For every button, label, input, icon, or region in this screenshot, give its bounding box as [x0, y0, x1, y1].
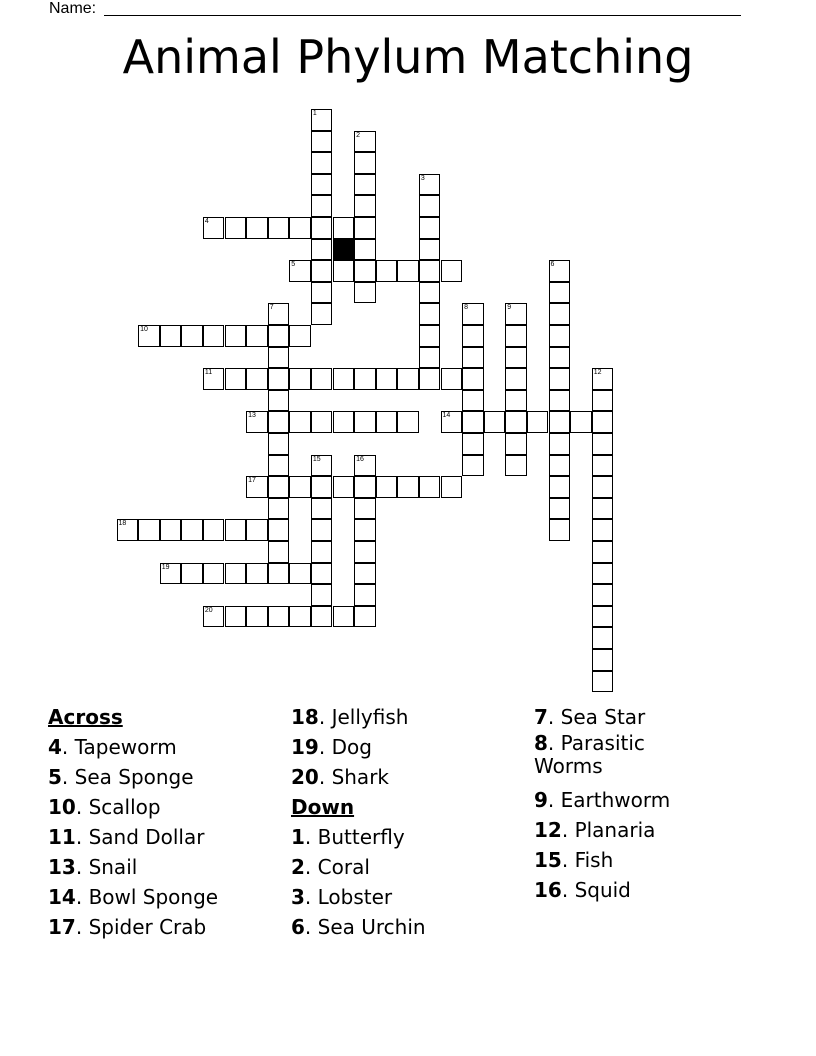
grid-cell[interactable] [333, 411, 355, 433]
grid-cell[interactable] [268, 541, 290, 563]
grid-cell[interactable] [592, 541, 614, 563]
grid-cell[interactable] [462, 303, 484, 325]
grid-cell[interactable] [311, 584, 333, 606]
grid-cell[interactable] [376, 368, 398, 390]
clue-number: 3 [420, 174, 425, 182]
grid-cell[interactable] [419, 368, 441, 390]
grid-cell[interactable] [354, 195, 376, 217]
down-clue: 9. Earthworm [534, 788, 671, 812]
grid-cell[interactable] [376, 476, 398, 498]
grid-cell[interactable] [203, 217, 225, 239]
name-label: Name: [49, 0, 97, 17]
grid-cell[interactable] [268, 433, 290, 455]
grid-cell[interactable] [397, 476, 419, 498]
clue-column-3 [534, 702, 704, 905]
clue-number: 16 [356, 455, 364, 463]
across-clue: 19. Dog [291, 735, 372, 759]
grid-cell[interactable] [268, 390, 290, 412]
grid-cell[interactable] [311, 606, 333, 628]
grid-cell[interactable] [333, 476, 355, 498]
grid-cell[interactable] [354, 519, 376, 541]
grid-cell[interactable] [592, 649, 614, 671]
grid-cell[interactable] [311, 109, 333, 131]
down-clue: 12. Planaria [534, 818, 656, 842]
across-clue: 4. Tapeworm [48, 735, 177, 759]
grid-cell[interactable] [441, 411, 463, 433]
down-clue: 15. Fish [534, 848, 614, 872]
grid-cell[interactable] [311, 195, 333, 217]
grid-cell[interactable] [462, 433, 484, 455]
across-clue: 18. Jellyfish [291, 705, 409, 729]
grid-cell[interactable] [246, 325, 268, 347]
grid-cell[interactable] [354, 131, 376, 153]
grid-cell[interactable] [419, 325, 441, 347]
grid-cell[interactable] [268, 325, 290, 347]
grid-cell[interactable] [549, 282, 571, 304]
grid-cell[interactable] [354, 260, 376, 282]
grid-cell[interactable] [160, 325, 182, 347]
grid-cell[interactable] [549, 519, 571, 541]
grid-cell[interactable] [462, 411, 484, 433]
grid-cell[interactable] [225, 368, 247, 390]
clue-number: 15 [312, 455, 321, 463]
grid-cell[interactable] [268, 455, 290, 477]
down-clue: 2. Coral [291, 855, 370, 879]
clue-number: 1 [312, 110, 317, 117]
grid-cell[interactable] [246, 476, 268, 498]
grid-cell[interactable] [160, 519, 182, 541]
grid-cell[interactable] [354, 584, 376, 606]
grid-cell[interactable] [397, 260, 419, 282]
grid-cell[interactable] [311, 368, 333, 390]
grid-cell[interactable] [354, 152, 376, 174]
grid-cell[interactable] [311, 541, 333, 563]
grid-cell[interactable] [117, 519, 139, 541]
clue-number: 4 [204, 218, 209, 225]
grid-cell[interactable] [311, 239, 333, 261]
grid-cell[interactable] [592, 606, 614, 628]
grid-cell[interactable] [505, 390, 527, 412]
grid-cell[interactable] [203, 563, 225, 585]
grid-cell[interactable] [592, 476, 614, 498]
clue-number: 5 [291, 261, 296, 269]
grid-cell[interactable] [441, 260, 463, 282]
grid-cell[interactable] [354, 498, 376, 520]
clue-number: 20 [204, 606, 213, 614]
clue-number: 19 [161, 563, 170, 571]
grid-cell[interactable] [311, 303, 333, 325]
grid-cell[interactable] [376, 411, 398, 433]
grid-cell[interactable] [203, 519, 225, 541]
grid-cell[interactable] [505, 303, 527, 325]
grid-cell[interactable] [462, 347, 484, 369]
grid-cell[interactable] [333, 260, 355, 282]
grid-cell[interactable] [462, 325, 484, 347]
grid-cell[interactable] [592, 411, 614, 433]
grid-cell[interactable] [462, 368, 484, 390]
grid-cell[interactable] [225, 519, 247, 541]
grid-cell[interactable] [592, 498, 614, 520]
grid-cell[interactable] [527, 411, 549, 433]
clue-number: 6 [550, 261, 555, 269]
grid-cell[interactable] [462, 455, 484, 477]
grid-cell[interactable] [289, 606, 311, 628]
grid-cell[interactable] [333, 606, 355, 628]
grid-cell[interactable] [333, 368, 355, 390]
clue-number: 9 [507, 304, 512, 312]
across-clue: 14. Bowl Sponge [48, 885, 219, 909]
grid-cell[interactable] [268, 411, 290, 433]
across-clue: 17. Spider Crab [48, 915, 207, 939]
grid-cell[interactable] [419, 217, 441, 239]
clue-number: 14 [442, 412, 451, 420]
grid-cell[interactable] [225, 606, 247, 628]
grid-cell[interactable] [289, 411, 311, 433]
grid-cell[interactable] [138, 325, 160, 347]
clue-number: 8 [464, 304, 468, 312]
grid-cell[interactable] [225, 563, 247, 585]
grid-cell[interactable] [549, 476, 571, 498]
grid-cell[interactable] [419, 282, 441, 304]
grid-cell[interactable] [268, 563, 290, 585]
clue-number: 7 [269, 304, 274, 312]
grid-cell[interactable] [311, 498, 333, 520]
grid-cell[interactable] [505, 455, 527, 477]
grid-cell[interactable] [268, 498, 290, 520]
grid-cell[interactable] [268, 347, 290, 369]
grid-cell[interactable] [181, 325, 203, 347]
grid-cell[interactable] [354, 174, 376, 196]
grid-cell[interactable] [592, 584, 614, 606]
grid-cell[interactable] [246, 368, 268, 390]
clue-number: 11 [204, 369, 213, 377]
grid-cell[interactable] [268, 476, 290, 498]
grid-cell[interactable] [311, 455, 333, 477]
grid-cell[interactable] [225, 325, 247, 347]
grid-cell[interactable] [203, 606, 225, 628]
grid-cell[interactable] [203, 368, 225, 390]
grid-cell[interactable] [419, 476, 441, 498]
grid-cell[interactable] [592, 455, 614, 477]
grid-cell[interactable] [246, 411, 268, 433]
grid-cell[interactable] [354, 239, 376, 261]
grid-cell[interactable] [311, 411, 333, 433]
grid-cell[interactable] [203, 325, 225, 347]
grid-cell[interactable] [268, 368, 290, 390]
clue-number: 12 [593, 369, 602, 377]
grid-cell[interactable] [311, 174, 333, 196]
grid-cell[interactable] [289, 563, 311, 585]
grid-cell[interactable] [289, 368, 311, 390]
grid-cell[interactable] [570, 411, 592, 433]
grid-cell[interactable] [419, 260, 441, 282]
clue-column-1 [48, 702, 278, 942]
across-heading: Across [48, 705, 123, 729]
across-clue: 20. Shark [291, 765, 389, 789]
grid-cell[interactable] [549, 325, 571, 347]
grid-cell[interactable] [549, 260, 571, 282]
grid-cell[interactable] [592, 390, 614, 412]
grid-cell[interactable] [592, 368, 614, 390]
grid-cell[interactable] [268, 519, 290, 541]
down-clue: 3. Lobster [291, 885, 393, 909]
grid-cell[interactable] [268, 217, 290, 239]
grid-cell[interactable] [484, 411, 506, 433]
grid-cell[interactable] [592, 563, 614, 585]
grid-cell[interactable] [311, 282, 333, 304]
grid-cell[interactable] [354, 217, 376, 239]
grid-cell[interactable] [246, 563, 268, 585]
grid-cell[interactable] [462, 390, 484, 412]
clue-number: 18 [118, 520, 127, 528]
grid-cell[interactable] [354, 368, 376, 390]
clue-number: 2 [356, 131, 360, 139]
grid-cell[interactable] [333, 217, 355, 239]
down-clue: 8. Parasitic Worms [534, 731, 645, 778]
clue-column-2 [291, 702, 521, 942]
grid-cell[interactable] [549, 411, 571, 433]
grid-cell[interactable] [225, 217, 247, 239]
grid-cell[interactable] [311, 152, 333, 174]
down-clue: 6. Sea Urchin [291, 915, 426, 939]
clue-number: 10 [140, 326, 148, 333]
grid-cell[interactable] [549, 433, 571, 455]
grid-cell[interactable] [160, 563, 182, 585]
grid-cell[interactable] [181, 563, 203, 585]
grid-cell[interactable] [246, 606, 268, 628]
across-clue: 10. Scallop [48, 795, 161, 819]
grid-cell[interactable] [376, 260, 398, 282]
grid-cell[interactable] [419, 303, 441, 325]
grid-cell[interactable] [268, 606, 290, 628]
grid-cell[interactable] [311, 131, 333, 153]
grid-cell[interactable] [311, 563, 333, 585]
grid-cell[interactable] [592, 671, 614, 693]
grid-cell[interactable] [354, 282, 376, 304]
grid-cell[interactable] [246, 519, 268, 541]
down-clue: 16. Squid [534, 878, 631, 902]
grid-cell[interactable] [354, 411, 376, 433]
grid-cell[interactable] [549, 455, 571, 477]
grid-cell[interactable] [289, 476, 311, 498]
grid-cell[interactable] [311, 476, 333, 498]
grid-cell[interactable] [289, 325, 311, 347]
grid-cell[interactable] [549, 303, 571, 325]
clue-number: 13 [248, 412, 256, 420]
grid-cell[interactable] [354, 476, 376, 498]
grid-cell[interactable] [354, 606, 376, 628]
across-clue: 13. Snail [48, 855, 138, 879]
across-clue: 5. Sea Sponge [48, 765, 194, 789]
grid-cell[interactable] [549, 347, 571, 369]
grid-cell[interactable] [397, 411, 419, 433]
grid-cell[interactable] [419, 195, 441, 217]
grid-cell[interactable] [592, 627, 614, 649]
grid-cell[interactable] [354, 563, 376, 585]
grid-cell[interactable] [138, 519, 160, 541]
grid-cell[interactable] [246, 217, 268, 239]
grid-cell[interactable] [505, 325, 527, 347]
grid-cell[interactable] [354, 455, 376, 477]
grid-cell[interactable] [311, 217, 333, 239]
grid-cell[interactable] [311, 519, 333, 541]
grid-cell[interactable] [549, 368, 571, 390]
grid-cell[interactable] [419, 239, 441, 261]
grid-cell[interactable] [419, 174, 441, 196]
grid-cell[interactable] [181, 519, 203, 541]
grid-cell[interactable] [419, 347, 441, 369]
grid-cell[interactable] [505, 347, 527, 369]
grid-cell[interactable] [441, 368, 463, 390]
grid-cell[interactable] [549, 390, 571, 412]
grid-cell[interactable] [549, 498, 571, 520]
down-clue: 1. Butterfly [291, 825, 405, 849]
down-heading: Down [291, 795, 355, 819]
grid-cell[interactable] [289, 260, 311, 282]
page-title: Animal Phylum Matching [122, 30, 694, 84]
across-clue: 11. Sand Dollar [48, 825, 205, 849]
grid-cell[interactable] [289, 217, 311, 239]
grid-cell[interactable] [505, 411, 527, 433]
grid-cell[interactable] [592, 433, 614, 455]
grid-cell[interactable] [505, 433, 527, 455]
grid-cell[interactable] [397, 368, 419, 390]
grid-cell[interactable] [354, 541, 376, 563]
down-clue: 7. Sea Star [534, 705, 646, 729]
grid-cell[interactable] [441, 476, 463, 498]
clue-number: 17 [248, 477, 256, 485]
grid-cell[interactable] [505, 368, 527, 390]
grid-block [333, 239, 355, 261]
grid-cell[interactable] [268, 303, 290, 325]
grid-cell[interactable] [311, 260, 333, 282]
grid-cell[interactable] [592, 519, 614, 541]
